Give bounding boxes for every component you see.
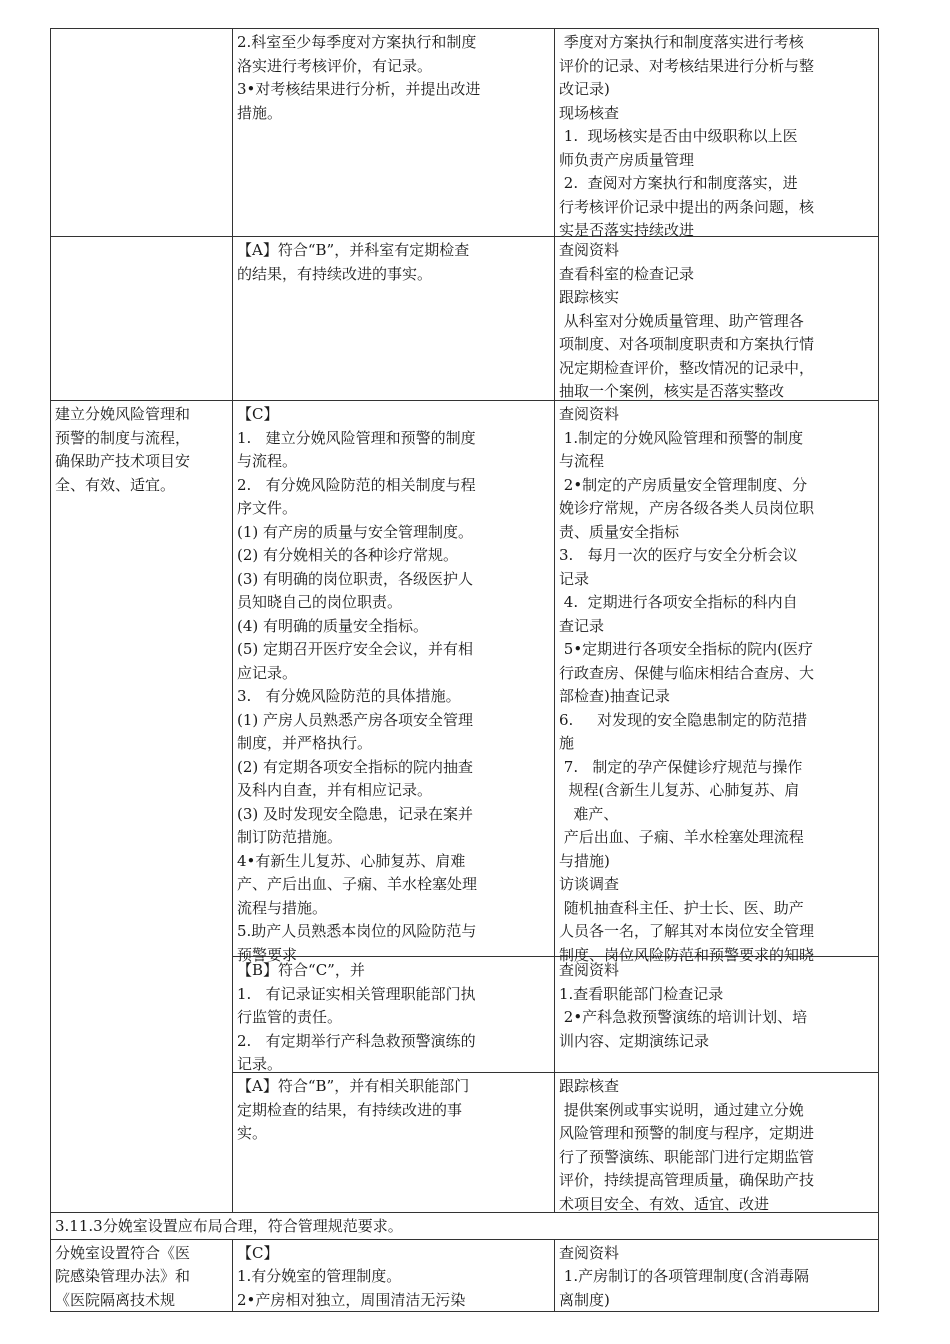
method-line: 4. 定期进行各项安全指标的科内自 (559, 593, 798, 611)
method-line: 从科室对分娩质量管理、助产管理各 (559, 311, 804, 330)
method-cell (555, 957, 879, 1073)
item-cell (51, 401, 233, 1213)
standard-line: (4) 有明确的质量安全指标。 (237, 616, 429, 635)
item-cell (51, 1239, 233, 1311)
standard-line: (2) 有定期各项安全指标的院内抽查 (237, 757, 474, 776)
standard-line: 预警要求 (237, 945, 298, 964)
item-line: 建立分娩风险管理和 (55, 405, 191, 423)
method-line: 人员各一名，了解其对本岗位安全管理 (559, 922, 815, 940)
standard-line: 【A】符合“B”，并有相关职能部门 (237, 1077, 470, 1095)
method-line: 1. 现场核实是否由中级职称以上医 (559, 127, 798, 145)
method-line: 训内容、定期演练记录 (559, 1031, 710, 1050)
standard-line: 2. 有定期举行产科急救预警演练的 (237, 1031, 476, 1050)
standard-line: 2. 有分娩风险防范的相关制度与程 (237, 475, 476, 494)
standard-line: (3) 及时发现安全隐患，记录在案并 (237, 804, 474, 823)
method-line: 5•定期进行各项安全指标的院内(医疗 (559, 640, 814, 658)
method-line: 3. 每月一次的医疗与安全分析会议 (559, 546, 798, 564)
method-line: 随机抽查科主任、护士长、医、助产 (559, 898, 804, 917)
method-line: 娩诊疗常规，产房各级各类人员岗位职 (559, 499, 815, 517)
method-line: 2. 查阅对方案执行和制度落实，进 (559, 174, 798, 192)
standard-cell (233, 1239, 555, 1311)
method-cell (555, 1239, 879, 1311)
table-row (51, 29, 879, 237)
method-line: 术项目安全、有效、适宜、改进 (559, 1194, 770, 1213)
method-line: 提供案例或事实说明，通过建立分娩 (559, 1100, 804, 1119)
standard-line: 应记录。 (237, 663, 298, 682)
method-line: 评价，持续提高管理质量，确保助产技 (559, 1171, 815, 1189)
method-line: 责、质量安全指标 (559, 522, 680, 541)
method-line: 规程(含新生儿复苏、心肺复苏、肩 (559, 781, 800, 799)
standard-line: 员知晓自己的岗位职责。 (237, 593, 403, 611)
standard-line: (1) 有产房的质量与安全管理制度。 (237, 522, 474, 541)
method-line: 行政查房、保健与临床相结合查房、大 (559, 663, 815, 682)
method-line: 记录 (559, 569, 590, 588)
standard-line: (5) 定期召开医疗安全会议，并有相 (237, 640, 474, 658)
standard-line: 1.有分娩室的管理制度。 (237, 1267, 402, 1285)
method-line: 查阅资料 (559, 1243, 620, 1262)
method-line: 1.产房制订的各项管理制度(含消毒隔 (559, 1267, 809, 1285)
item-line: 分娩室设置符合《医 (55, 1243, 191, 1262)
table-row (51, 401, 879, 957)
method-line: 1.查看职能部门检查记录 (559, 984, 724, 1003)
standard-cell (233, 237, 555, 401)
standard-line: 及科内自查，并有相应记录。 (237, 781, 433, 799)
method-line: 制度、岗位风险防范和预警要求的知晓 (559, 945, 815, 964)
standard-line: 1. 有记录证实相关管理职能部门执 (237, 984, 476, 1003)
standard-line: 1. 建立分娩风险管理和预警的制度 (237, 428, 476, 447)
item-line: 预警的制度与流程， (55, 428, 191, 447)
method-line: 离制度) (559, 1290, 610, 1309)
item-line: 确保助产技术项目安 (55, 452, 191, 470)
standard-cell (233, 401, 555, 964)
method-line: 跟踪核查 (559, 1077, 620, 1095)
standard-cell (233, 957, 555, 1073)
method-line: 产后出血、子痫、羊水栓塞处理流程 (559, 828, 804, 846)
standard-line: 记录。 (237, 1055, 283, 1073)
method-line: 行了预警演练、职能部门进行定期监管 (559, 1147, 815, 1166)
standard-line: 序文件。 (237, 499, 298, 517)
section-heading (51, 1213, 879, 1240)
evaluation-table (50, 28, 879, 1312)
standard-line: 行监管的责任。 (237, 1008, 343, 1026)
item-line: 院感染管理办法》和 (55, 1267, 191, 1285)
method-line: 跟踪核实 (559, 288, 620, 306)
method-cell (555, 29, 879, 237)
method-line: 季度对方案执行和制度落实进行考核 (559, 33, 804, 51)
standard-line: 制订防范措施。 (237, 828, 343, 846)
method-line: 师负责产房质量管理 (559, 150, 695, 169)
method-line: 查阅资料 (559, 405, 620, 423)
method-line: 改记录) (559, 80, 610, 98)
method-line: 7. 制定的孕产保健诊疗规范与操作 (559, 757, 803, 776)
method-line: 实是否落实持续改进 (559, 221, 695, 239)
standard-line: 洛实进行考核评价，有记录。 (237, 56, 433, 75)
method-line: 项制度、对各项制度职责和方案执行情 (559, 335, 815, 353)
standard-line: (3) 有明确的岗位职责，各级医护人 (237, 569, 474, 588)
method-cell (555, 1073, 879, 1213)
method-line: 与措施) (559, 851, 610, 870)
standard-line: 流程与措施。 (237, 898, 328, 917)
standard-line: 3. 有分娩风险防范的具体措施。 (237, 687, 461, 705)
method-line: 查阅资料 (559, 961, 620, 979)
standard-line: 4•有新生儿复苏、心肺复苏、肩难 (237, 851, 466, 870)
method-cell (555, 401, 879, 964)
standard-cell (233, 1073, 555, 1213)
method-line: 6. 对发现的安全隐患制定的防范措 (559, 710, 808, 729)
item-line: 《医院隔离技术规 (55, 1290, 176, 1309)
method-line: 与流程 (559, 452, 605, 470)
method-line: 访谈调查 (559, 875, 620, 893)
standard-line: 与流程。 (237, 452, 298, 470)
method-line: 2•制定的产房质量安全管理制度、分 (559, 475, 808, 494)
standard-line: 【C】 (237, 405, 279, 423)
standard-line: 【C】 (237, 1243, 279, 1262)
method-line: 查记录 (559, 616, 605, 635)
method-line: 风险管理和预警的制度与程序，定期进 (559, 1124, 815, 1142)
method-line: 行考核评价记录中提出的两条问题，核 (559, 197, 815, 216)
standard-line: 2.科室至少每季度对方案执行和制度 (237, 33, 477, 51)
method-line: 施 (559, 734, 575, 752)
standard-line: 实。 (237, 1124, 268, 1142)
standard-line: 【B】符合“C”，并 (237, 961, 365, 979)
standard-cell (233, 29, 555, 237)
method-line: 1.制定的分娩风险管理和预警的制度 (559, 428, 804, 447)
method-line: 评价的记录、对考核结果进行分析与整 (559, 56, 815, 75)
method-line: 查看科室的检查记录 (559, 264, 695, 283)
standard-line: 定期检查的结果，有持续改进的事 (237, 1100, 463, 1119)
standard-line: 的结果，有持续改进的事实。 (237, 264, 433, 283)
section-heading-text: 3.11.3分娩室设置应布局合理，符合管理规范要求。 (55, 1217, 403, 1235)
standard-line: (2) 有分娩相关的各种诊疗常规。 (237, 546, 459, 564)
method-cell (555, 237, 879, 401)
standard-line: 3•对考核结果进行分析，并提出改进 (237, 80, 481, 98)
method-line: 抽取一个案例，核实是否落实整改 (559, 382, 785, 400)
standard-line: 制度，并严格执行。 (237, 734, 373, 752)
table-row (51, 237, 879, 401)
standard-line: 产、产后出血、子痫、羊水栓塞处理 (237, 875, 478, 893)
method-line: 查阅资料 (559, 241, 620, 259)
section-heading-row (51, 1213, 879, 1240)
standard-line: 2•产房相对独立，周围清洁无污染 (237, 1290, 466, 1309)
method-line: 况定期检查评价，整改情况的记录中， (559, 358, 815, 377)
standard-line: 5.助产人员熟悉本岗位的风险防范与 (237, 922, 477, 940)
standard-line: (1) 产房人员熟悉产房各项安全管理 (237, 710, 474, 729)
item-cell (51, 237, 233, 401)
method-line: 部检查)抽查记录 (559, 687, 670, 705)
method-line: 现场核查 (559, 103, 620, 122)
item-cell (51, 29, 233, 237)
method-line: 难产、 (559, 804, 619, 823)
item-line: 全、有效、适宜。 (55, 475, 176, 494)
standard-line: 措施。 (237, 103, 283, 122)
method-line: 2•产科急救预警演练的培训计划、培 (559, 1008, 808, 1026)
standard-line: 【A】符合“B”，并科室有定期检查 (237, 241, 470, 259)
table-row (51, 1239, 879, 1311)
